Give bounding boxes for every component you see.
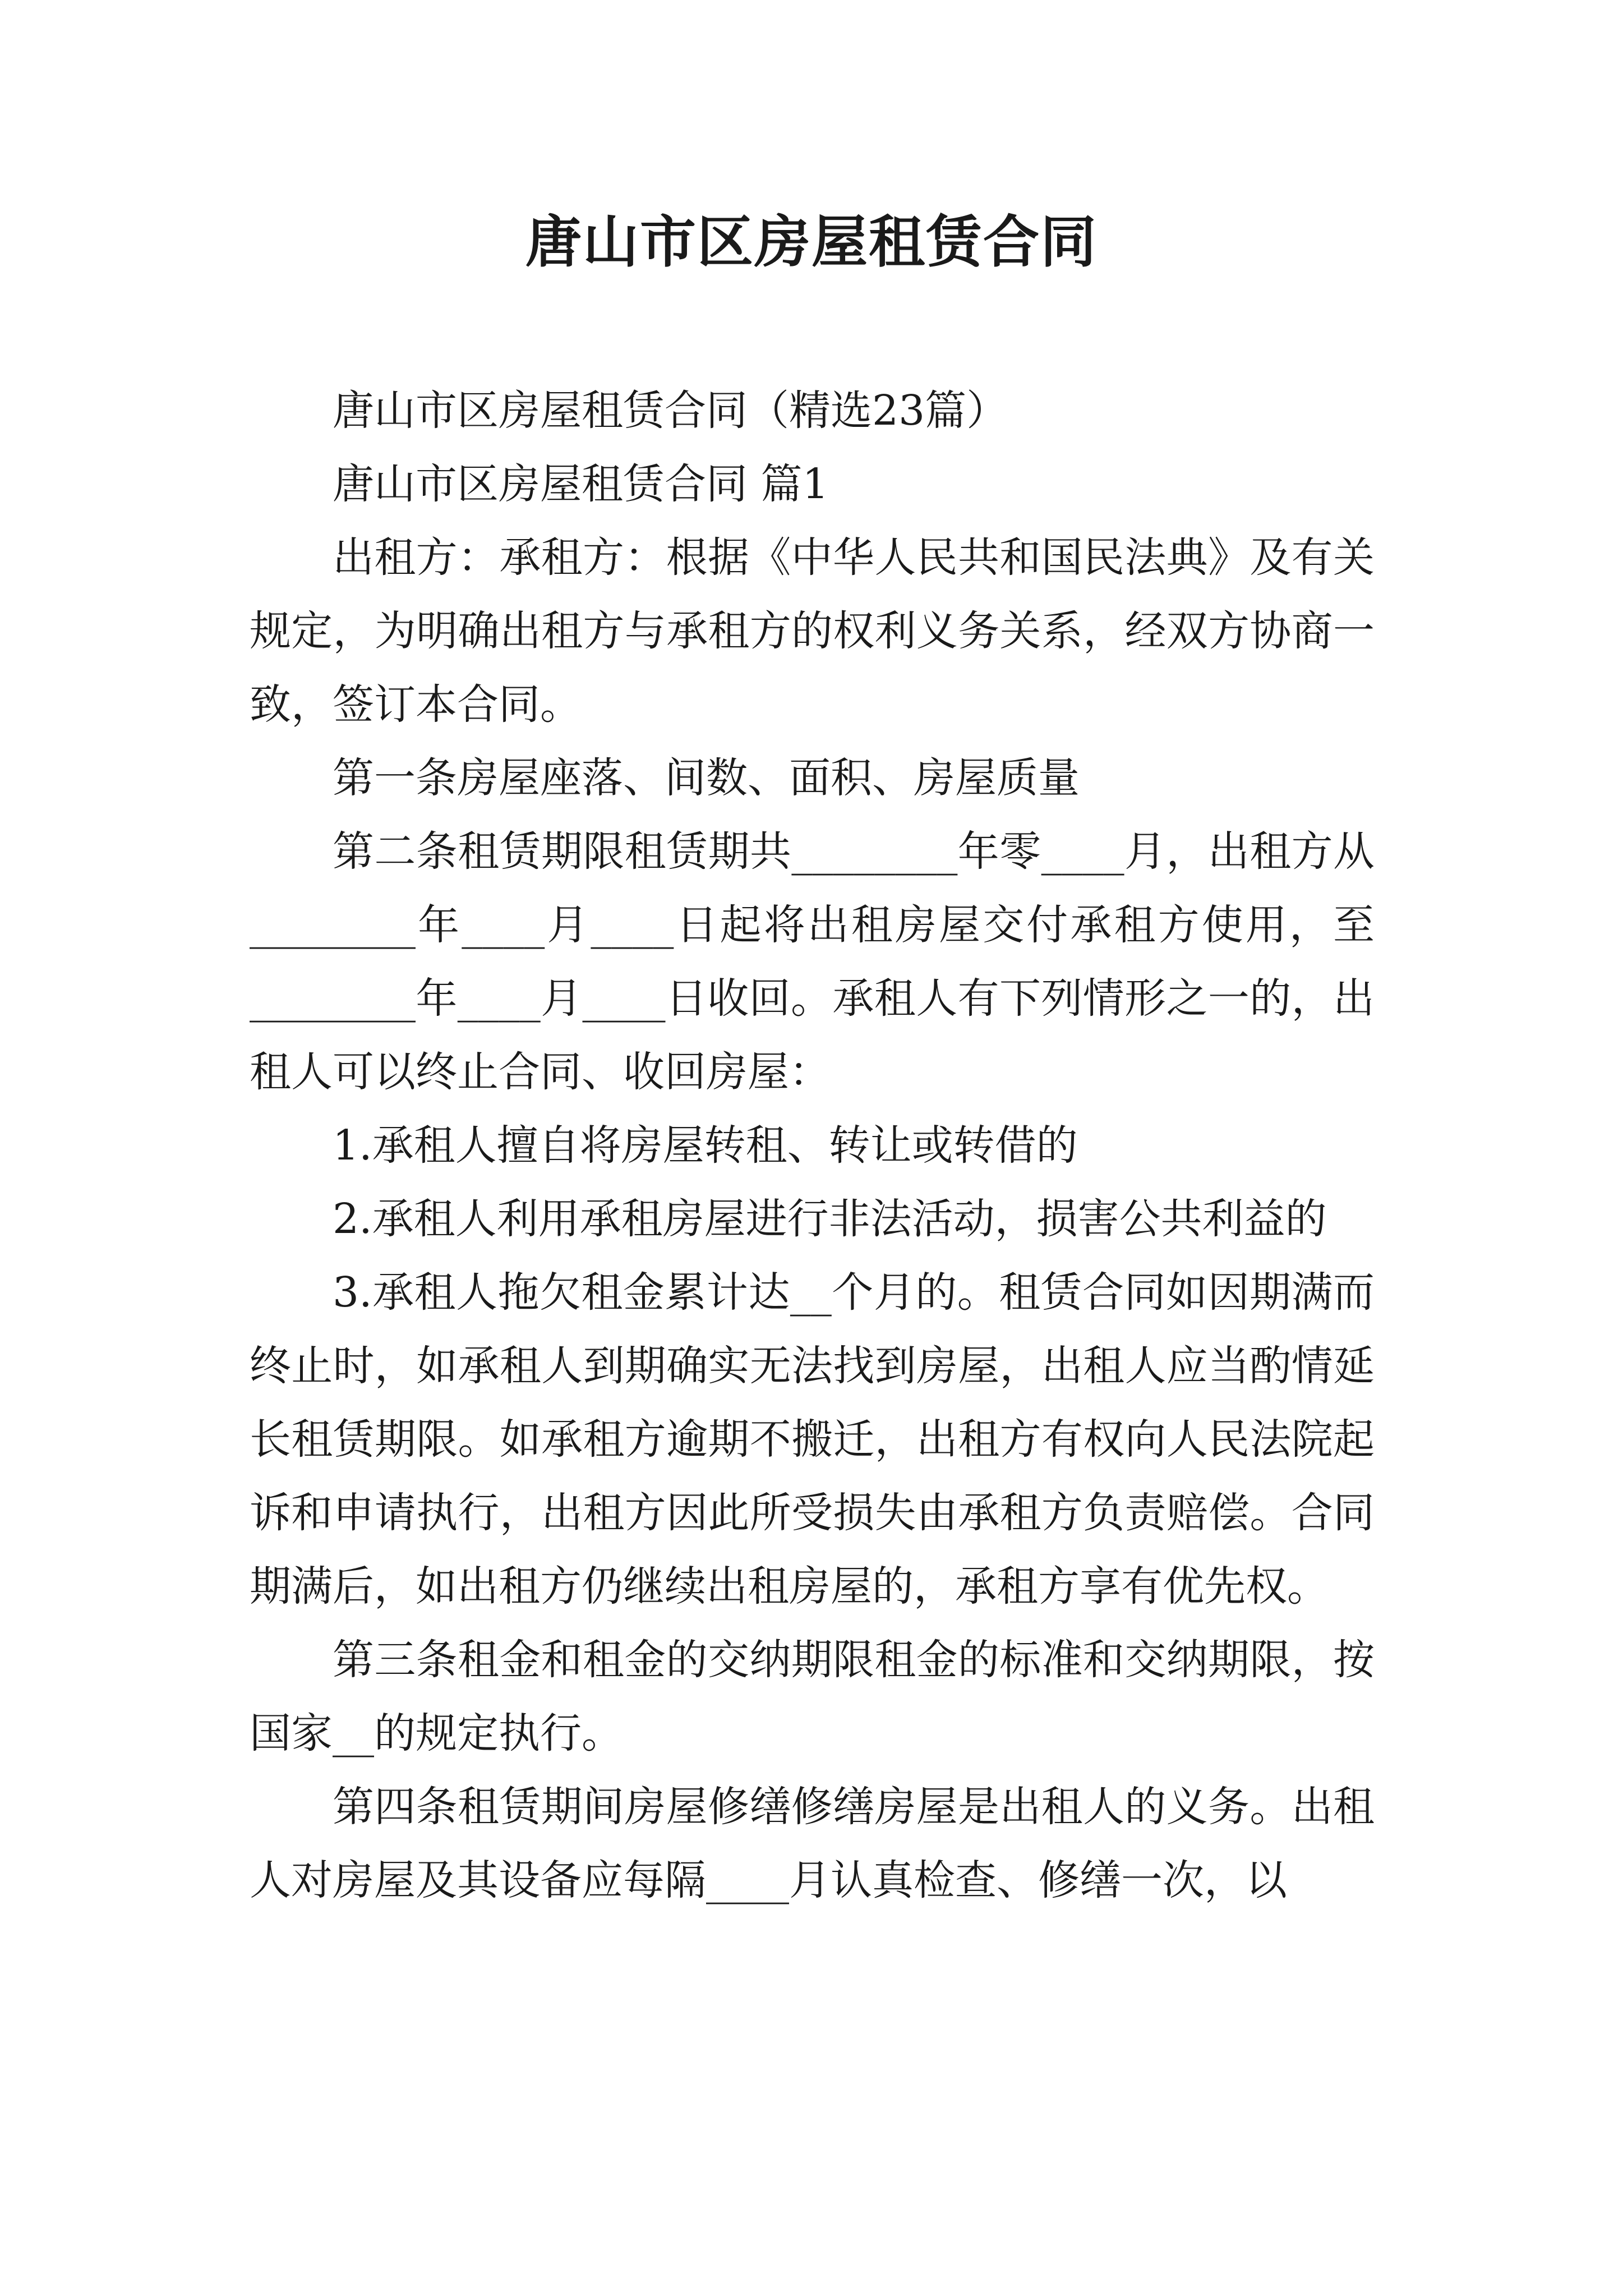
paragraph-article-1: 第一条房屋座落、间数、面积、房屋质量 [333,754,1080,802]
paragraph-collection-title: 唐山市区房屋租赁合同（精选23篇） [333,386,1008,435]
paragraph-article-2: 第二条租赁期限租赁期共________年零____月，出租方从________年____月____日起将出租房屋交付承租方使用，至________年____月____日收回。承租人有下列情形之一的，出租人可以终止合同、收回房屋： [250,827,1375,1096]
paragraph-article-4: 第四条租赁期间房屋修缮修缮房屋是出租人的义务。出租人对房屋及其设备应每隔____月认真检查、修缮一次，以 [250,1783,1375,1904]
paragraph-section-heading: 唐山市区房屋租赁合同 篇1 [333,460,829,508]
document-title: 唐山市区房屋租赁合同 [525,209,1098,275]
document-body [250,374,1375,1917]
paragraph-parties: 出租方：承租方：根据《中华人民共和国民法典》及有关规定，为明确出租方与承租方的权利义务关系，经双方协商一致，签订本合同。 [250,533,1375,729]
paragraph-item-3: 3.承租人拖欠租金累计达__个月的。租赁合同如因期满而终止时，如承租人到期确实无法找到房屋，出租人应当酌情延长租赁期限。如承租方逾期不搬迁，出租方有权向人民法院起诉和申请执行，出租方因此所受损失由承租方负责赔偿。合同期满后，如出租方仍继续出租房屋的，承租方享有优先权。 [250,1268,1375,1611]
paragraph-item-2: 2.承租人利用承租房屋进行非法活动，损害公共利益的 [333,1195,1327,1243]
paragraph-item-1: 1.承租人擅自将房屋转租、转让或转借的 [333,1121,1078,1170]
paragraph-article-3: 第三条租金和租金的交纳期限租金的标准和交纳期限，按国家__的规定执行。 [250,1636,1375,1757]
